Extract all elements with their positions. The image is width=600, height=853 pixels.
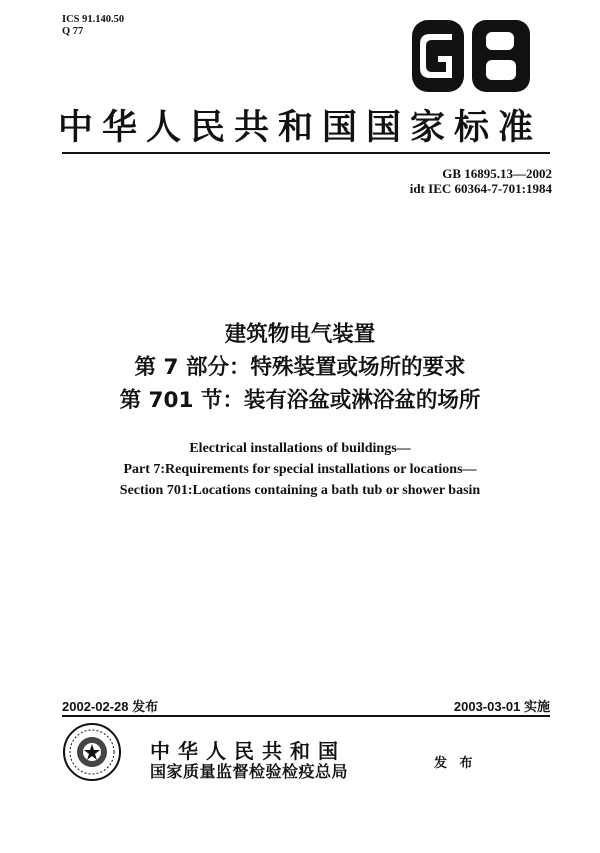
standard-number: GB 16895.13—2002 bbox=[442, 166, 552, 181]
standard-numbers bbox=[410, 166, 552, 196]
classification-codes bbox=[62, 14, 124, 38]
ics-code: ICS 91.140.50 bbox=[62, 14, 125, 25]
gb-logo bbox=[412, 20, 530, 92]
publish-label: 发 布 bbox=[434, 756, 477, 771]
english-title-line-2: Part 7:Requirements for special installations or locations— bbox=[123, 462, 477, 477]
chinese-title-line-3: 第 701 节：装有浴盆或淋浴盆的场所 bbox=[119, 388, 481, 413]
top-rule bbox=[62, 152, 550, 154]
national-emblem-icon bbox=[62, 722, 122, 782]
dates-row bbox=[62, 696, 550, 715]
english-title bbox=[0, 438, 600, 501]
effective-date: 2003-03-01 实施 bbox=[453, 699, 550, 714]
issuer-agency: 国家质量监督检验检疫总局 bbox=[150, 762, 349, 781]
chinese-title-line-1: 建筑物电气装置 bbox=[224, 322, 376, 347]
chinese-title bbox=[0, 318, 600, 417]
category-code: Q 77 bbox=[62, 26, 84, 37]
national-standard-title: 中华人民共和国国家标准 bbox=[57, 107, 542, 148]
english-title-line-3: Section 701:Locations containing a bath tub or shower basin bbox=[119, 483, 481, 498]
english-title-line-1: Electrical installations of buildings— bbox=[189, 441, 411, 456]
issuer-country: 中华人民共和国 bbox=[150, 739, 346, 763]
equivalence-reference: idt IEC 60364-7-701:1984 bbox=[409, 181, 552, 196]
bottom-rule bbox=[62, 715, 550, 717]
issue-date: 2002-02-28 发布 bbox=[62, 699, 159, 714]
chinese-title-line-2: 第 7 部分：特殊装置或场所的要求 bbox=[134, 355, 466, 380]
issuing-authority bbox=[150, 740, 348, 782]
